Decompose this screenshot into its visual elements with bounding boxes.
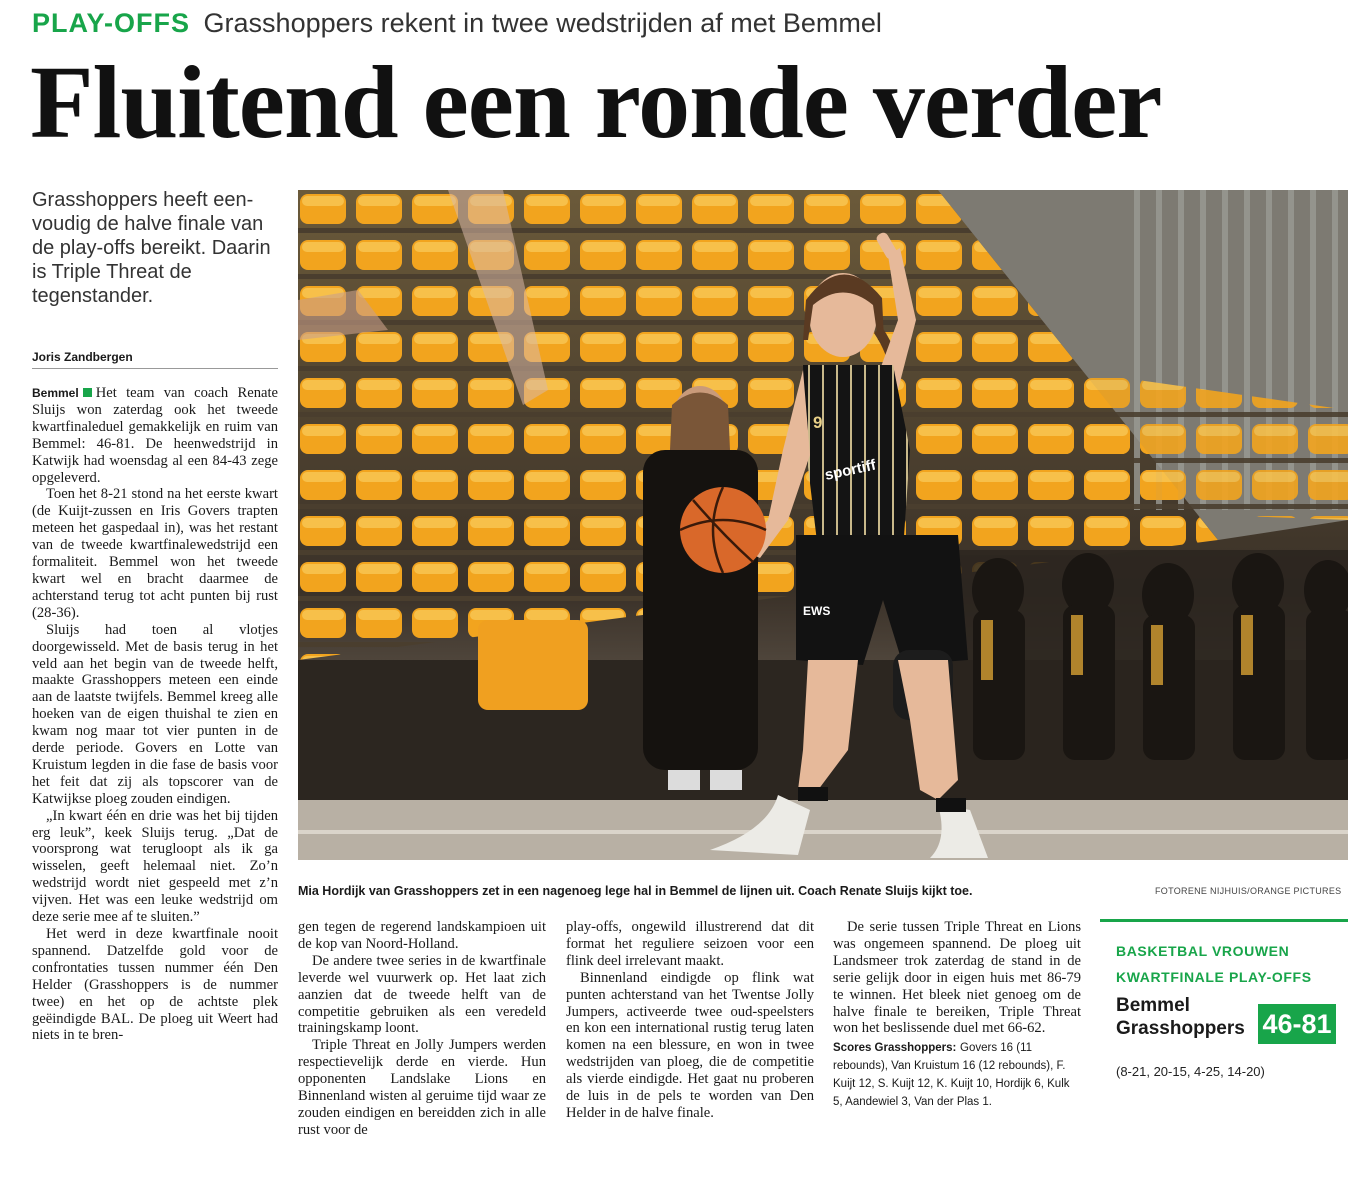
basketball-icon bbox=[680, 487, 766, 573]
result-box bbox=[1100, 919, 1348, 1079]
dateline: Bemmel bbox=[32, 386, 79, 400]
article-column-1 bbox=[32, 385, 278, 1044]
scores-block bbox=[833, 1039, 1081, 1111]
paragraph: Sluijs had toen al vlotjes doorgewisseld. Met de basis terug in het veld aan het begin van de tweede helft, maakte Grasshoppers meteen een einde aan de laatste twijfels. Bemmel kreeg alle hoeken van de eigen thuishal te zien en kwam nog maar tot vier punten in de derde periode. Govers en Lotte van Kruistum legden in die fase de basis voor het feit dat zij als topscorer van de Katwijkse ploeg zouden eindigen. bbox=[32, 621, 278, 807]
paragraph: De andere twee series in de kwartfinale leverde wel vuurwerk op. Het laat zich aanzien dat de tweede helft van de competitie gebruiken als een veredeld trainingskamp loont. bbox=[298, 952, 546, 1037]
shorts-text: EWS bbox=[803, 604, 831, 618]
jersey-sponsor: sportiff bbox=[823, 456, 878, 484]
paragraph: „In kwart één en drie was het bij tijden erg leuk”, keek Sluijs terug. „Dat de voorsprong wat terugloopt als ik ga wisselen, geeft helemaal niet. Zo’n wedstrijd wordt niet gespeeld met z’n vijven. Het was een leuke wedstrijd om deze serie mee af te sluiten.” bbox=[32, 807, 278, 926]
kicker-tag: PLAY-OFFS bbox=[32, 8, 191, 38]
paragraph: Het werd in deze kwartfinale nooit spannend. Datzelfde gold voor de confrontaties tussen nummer één Den Helder (Grasshoppers is de nummer twee) en het op de achtste plek geëindigde BAL. De ploeg uit Weert had niets in te bren- bbox=[32, 926, 278, 1044]
article-column-2 bbox=[298, 919, 546, 1139]
result-teams bbox=[1100, 994, 1348, 1050]
scores-label: Scores Grasshoppers: bbox=[833, 1042, 957, 1055]
paragraph: Binnenland eindigde op flink wat punten achterstand van het Twentse Jolly Jumpers, activeerde twee oud-speelsters en kon een international rustig terug laten komen na een blessure, en won in twee wedstrijden van ploeg, die de competitie als vierde eindigde. Het gaat nu proberen de luis in de pels te worden van Den Helder in de halve finale. bbox=[566, 969, 814, 1121]
result-box-label-round: KWARTFINALE PLAY-OFFS bbox=[1116, 969, 1312, 985]
article-photo bbox=[298, 190, 1348, 860]
paragraph: De serie tussen Triple Threat en Lions was ongemeen spannend. De ploeg uit Landsmeer trok zaterdag de stand in de serie gelijk door in eigen huis met 86-79 te winnen. Het bleek niet genoeg om de halve finale te bereiken, Triple Threat won het beslissende duel met 66-62. bbox=[833, 919, 1081, 1037]
square-bullet-icon bbox=[83, 388, 92, 397]
jersey-number: 9 bbox=[813, 413, 823, 432]
home-team: Bemmel bbox=[1116, 995, 1190, 1016]
photo-caption: Mia Hordijk van Grasshoppers zet in een nagenoeg lege hal in Bemmel de lijnen uit. Coach Renate Sluijs kijkt toe. bbox=[298, 884, 973, 898]
article-column-3 bbox=[566, 919, 814, 1122]
paragraph: play-offs, ongewild illustrerend dat dit format het reguliere seizoen voor een flink deel irrelevant maakt. bbox=[566, 919, 814, 969]
photo-credit: FOTORENE NIJHUIS/ORANGE PICTURES bbox=[1155, 886, 1342, 896]
basketball-photo-illustration bbox=[298, 190, 1348, 860]
paragraph bbox=[32, 385, 278, 486]
quarter-scores: (8-21, 20-15, 4-25, 14-20) bbox=[1116, 1064, 1265, 1079]
paragraph: gen tegen de regerend landskampioen uit de kop van Noord-Holland. bbox=[298, 919, 546, 952]
final-score: 46-81 bbox=[1258, 1004, 1336, 1044]
article-column-4 bbox=[833, 919, 1081, 1111]
kicker-subtitle: Grasshoppers rekent in twee wedstrijden af met Bemmel bbox=[203, 8, 882, 38]
paragraph: Triple Threat en Jolly Jumpers werden respectievelijk derde en vierde. Hun opponenten Landslake Lions en Binnenland wisten al geruime tijd waar ze zouden eindigen en bereidden zich in alle rust voor de bbox=[298, 1037, 546, 1138]
byline: Joris Zandbergen bbox=[32, 350, 278, 369]
away-team: Grasshoppers bbox=[1116, 1018, 1245, 1039]
intro-lead: Grasshoppers heeft een-voudig de halve finale van de play-offs bereikt. Daarin is Triple Threat de tegenstander. bbox=[32, 189, 271, 307]
scores-text: Govers 16 (11 rebounds), Van Kruistum 16 (12 rebounds), F. Kuijt 12, S. Kuijt 12, K. Kuijt 10, Hordijk 6, Kulk 5, Aandewiel 3, Van der Plas 1. bbox=[833, 1042, 1070, 1109]
article-kicker bbox=[32, 8, 882, 39]
paragraph-text: Het team van coach Renate Sluijs won zaterdag ook het tweede kwartfinaleduel gemakkelijk en ruim van Bemmel: 46-81. De heenwedstrijd in Katwijk had woensdag al een 84-43 zege opgeleverd. bbox=[32, 385, 278, 486]
paragraph: Toen het 8-21 stond na het eerste kwart (de Kuijt-zussen en Iris Govers trapten meteen het gaspedaal in), was het restant van de tweede kwartfinalewedstrijd een formaliteit. Bemmel won het tweede kwart wel en bracht daarmee de achterstand terug tot acht punten bij rust (28-36). bbox=[32, 486, 278, 621]
headline: Fluitend een ronde verder bbox=[30, 45, 1162, 160]
result-box-label-sport: BASKETBAL VROUWEN bbox=[1116, 943, 1290, 959]
